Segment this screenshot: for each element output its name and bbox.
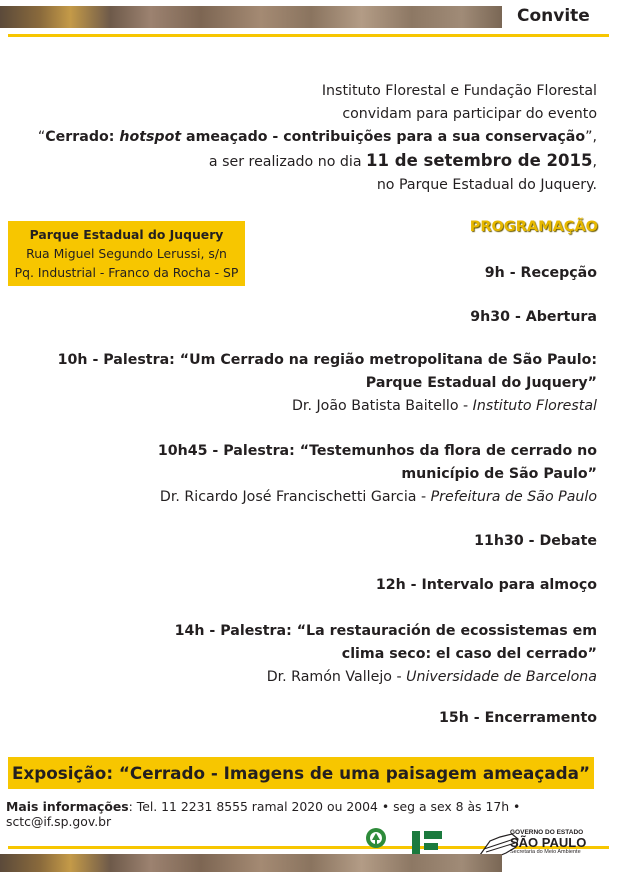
program-item: 9h - Recepção: [484, 265, 597, 281]
venue-address: Rua Miguel Segundo Lerussi, s/n: [26, 246, 227, 261]
tree-icon: [352, 826, 400, 852]
intro-line-2: convidam para participar do evento: [342, 106, 597, 122]
venue-box: [8, 221, 245, 286]
program-item: 12h - Intervalo para almoço: [375, 577, 597, 593]
invitation-text: [38, 80, 597, 197]
header-divider: [8, 34, 609, 37]
intro-line-1: Instituto Florestal e Fundação Florestal: [321, 83, 597, 99]
event-date: 11 de setembro de 2015: [366, 151, 593, 170]
program-heading: PROGRAMAÇÃO: [469, 219, 598, 235]
program-item: 14h - Palestra: “La restauración de ecossistemas em clima seco: el caso del cerrado” Dr. Ramón Vallejo - Universidade de Barcelona: [174, 623, 597, 685]
header-photo-strip: [0, 6, 502, 28]
program-item: 9h30 - Abertura: [470, 309, 597, 325]
program-item: 10h45 - Palestra: “Testemunhos da flora de cerrado no município de São Paulo” Dr. Ricardo José Francischetti Garcia - Prefeitura de São Paulo: [157, 443, 597, 505]
event-title: “Cerrado: hotspot ameaçado - contribuições para a sua conservação”,: [37, 129, 597, 145]
program-item: 10h - Palestra: “Um Cerrado na região metropolitana de São Paulo: Parque Estadual do Juquery” Dr. João Batista Baitello - Instituto Florestal: [57, 352, 597, 414]
event-location-line: no Parque Estadual do Juquery.: [376, 177, 597, 193]
venue-city: Pq. Industrial - Franco da Rocha - SP: [14, 265, 239, 280]
footer-photo-strip: [0, 854, 502, 872]
program-item: 11h30 - Debate: [474, 533, 597, 549]
page-title: Convite: [517, 6, 590, 26]
program-item: 15h - Encerramento: [438, 710, 597, 726]
contact-info: Mais informações: Tel. 11 2231 8555 ramal 2020 ou 2004 • seg a sex 8 às 17h • sctc@if.sp.gov.br: [6, 799, 521, 829]
event-date-line: a ser realizado no dia 11 de setembro de 2015,: [208, 151, 597, 170]
venue-name: Parque Estadual do Juquery: [29, 227, 224, 242]
exposition-banner: Exposição: “Cerrado - Imagens de uma paisagem ameaçada”: [8, 757, 594, 789]
